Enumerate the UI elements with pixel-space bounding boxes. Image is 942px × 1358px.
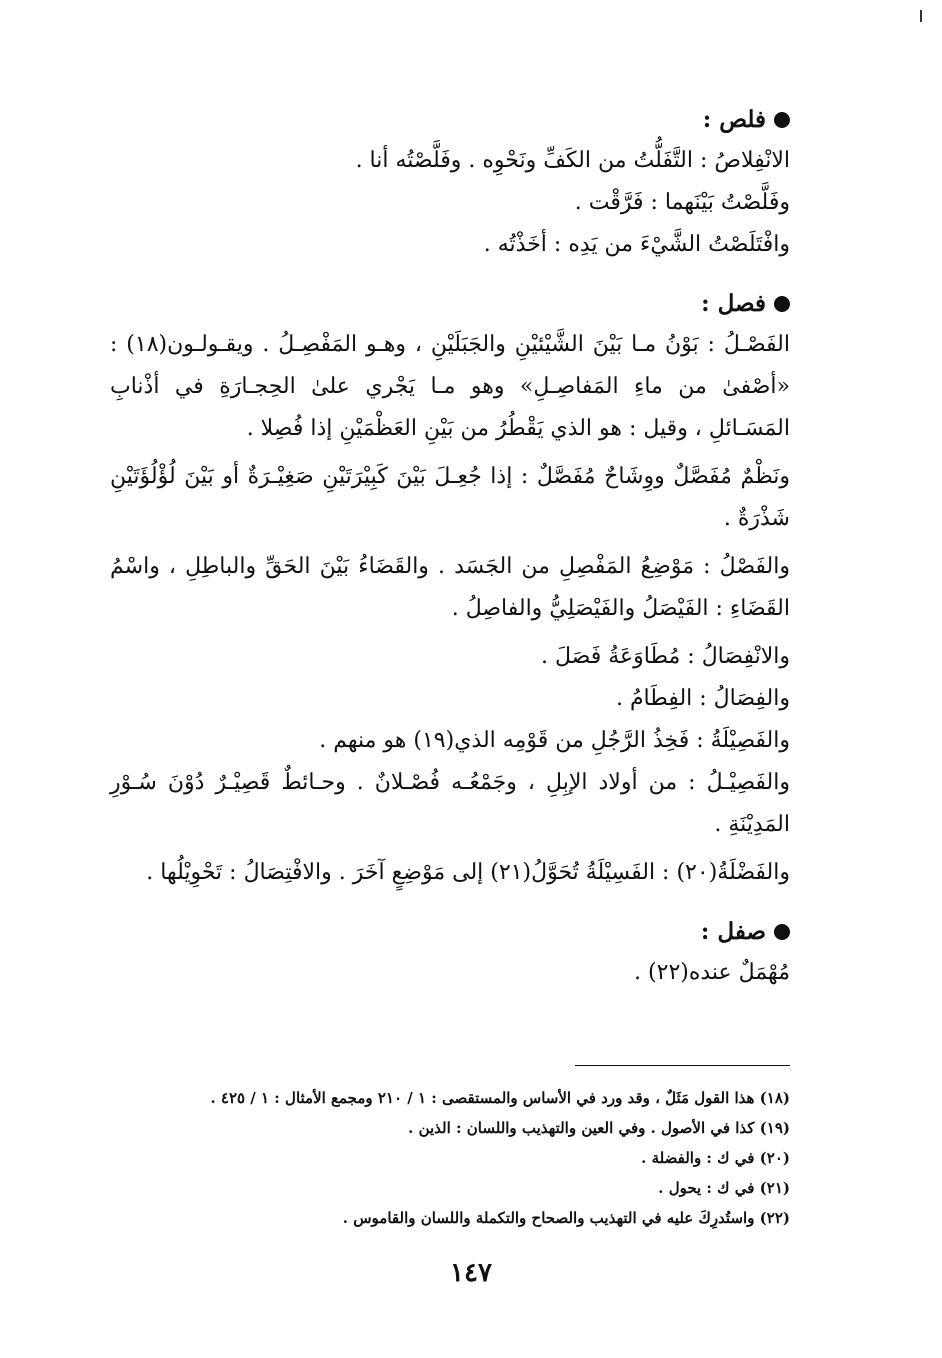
entry-line: والانْفِصَالُ : مُطَاوَعَةُ فَصَلَ . [540,644,790,669]
bullet-icon [774,924,790,940]
page-number: ١٤٧ [450,1258,492,1288]
entry-paragraph: والفَصْلُ : مَوْضِعُ المَفْصِلِ من الجَسَد . والقَضَاءُ بَيْنَ الحَقِّ والباطِلِ ، واسْمُ القَضَاءِ : الفَيْصَلُ والفَيْصَلِيُّ والفاصِلُ . [110,554,790,621]
page-body [110,100,790,1330]
entry-paragraph: الفَصْـلُ : بَوْنُ مـا بَيْنَ الشَّيْئيْنِ والجَبَلَيْنِ ، وهـو المَفْصِـلُ . ويقـولـون(١٨) : «أصْفىٰ من ماءِ المَفاصِـلِ» وهو مـا يَجْري علىٰ الحِجـارَةِ في أذْنابِ المَسَـائلِ ، وقيل : هو الذي يَقْطُرُ من بَيْنِ العَظْمَيْنِ إذا فُصِلا . [110,332,790,441]
entry-headword [110,100,790,140]
footnotes [110,1083,790,1233]
footnote: (٢١) في ك : يحول . [658,1179,790,1197]
entry-paragraph: والفَصِيْـلُ : من أولاد الإبِلِ ، وجَمْعُـه فُصْـلانٌ . وحـائطٌ قَصِيْـرٌ دُوْنَ سُـوْرِ المَدِيْنَةِ . [110,770,790,837]
entry-line: وافْتَلَصْتُ الشَّيْءَ من يَدِه : أخَذْتُه . [483,232,790,257]
bullet-icon [774,296,790,312]
entry-line: الانْفِلاصُ : التَّفَلُّتُ من الكَفِّ ونَحْوِه . وفَلَّصْتُه أنا . [355,148,790,173]
headword-text: فلص : [702,106,766,133]
headword-text: فصل : [701,290,766,317]
footnote: (١٩) كذا في الأصول . وفي العين والتهذيب واللسان : الذين . [408,1119,790,1137]
entry-headword [110,912,790,952]
entry-fls [110,100,790,266]
footnote: (١٨) هذا القول مَثَلٌ ، وقد ورد في الأساس والمستقصى : ١ / ٢١٠ ومجمع الأمثال : ١ / ٤٢٥ . [210,1089,790,1107]
headword-text: صفل : [700,918,766,945]
footnote: (٢٠) في ك : والفضلة . [641,1149,790,1167]
entry-sfl [110,912,790,994]
entry-line: والفَصِيْلَةُ : فَخِذُ الرَّجُلِ من قَوْمِه الذي(١٩) هو منهم . [319,728,790,753]
entry-fsl [110,284,790,894]
bullet-icon [774,112,790,128]
entry-line: وفَلَّصْتُ بَيْنَهما : فَرَّقْت . [574,190,790,215]
footnote: (٢٢) واستُدرِكَ عليه في التهذيب والصحاح والتكملة واللسان والقاموس . [342,1209,790,1227]
footnote-divider [575,1065,790,1066]
entry-headword [110,284,790,324]
entry-line: والفَضْلَةُ(٢٠) : الفَسِيْلَةُ تُحَوَّلُ(٢١) إلى مَوْضِعٍ آخَرَ . والافْتِصَالُ : تَحْوِيْلُها . [146,860,790,885]
entry-paragraph: ونَظْمٌ مُفَصَّلٌ ووِشَاحٌ مُفَصَّلٌ : إذا جُعِـلَ بَيْنَ كَبِيْرَتَيْنِ صَغِيْـرَةٌ أو بَيْنَ لُؤْلُؤَتَيْنِ شَذْرَةٌ . [110,464,790,531]
entry-line: والفِصَالُ : الفِطَامُ . [615,686,790,711]
entry-line: مُهْمَلٌ عنده(٢٢) . [634,960,790,985]
margin-mark [920,10,922,22]
